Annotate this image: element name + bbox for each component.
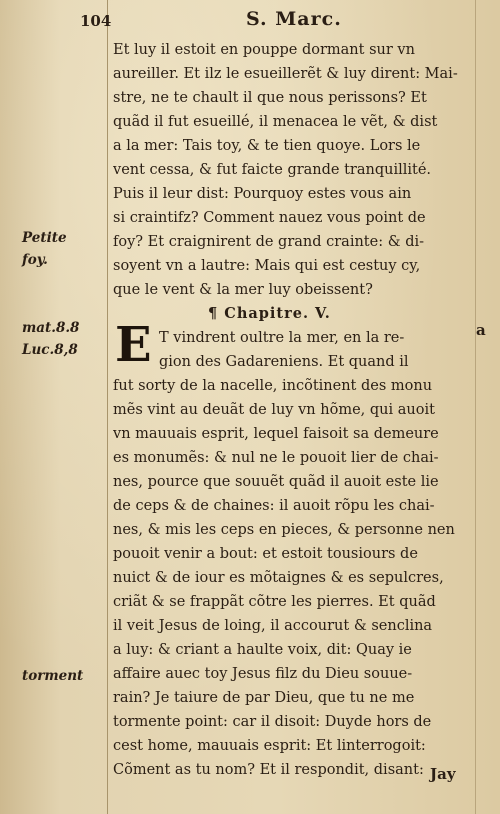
text-line: quãd il fut esueillé, il menacea le vẽt, & dist — [113, 114, 438, 130]
text-line: soyent vn a lautre: Mais qui est cestuy cy, — [113, 258, 421, 274]
text-line: fut sorty de la nacelle, incõtinent des monu — [113, 378, 433, 394]
page-number: 104 — [80, 12, 112, 30]
right-margin-rule — [475, 0, 476, 814]
text-line: mẽs vint au deuãt de luy vn hõme, qui auoit — [113, 402, 435, 418]
margin-note: Petite — [22, 230, 67, 246]
text-line: que le vent & la mer luy obeissent? — [113, 282, 373, 298]
text-line: vent cessa, & fut faicte grande tranquillité. — [113, 162, 432, 178]
text-line: Puis il leur dist: Pourquoy estes vous ain — [113, 186, 412, 202]
running-head: S. Marc. — [246, 8, 342, 30]
text-line: a luy: & criant a haulte voix, dit: Quay ie — [113, 642, 412, 658]
margin-note: Luc.8,8 — [22, 342, 78, 358]
text-line: rain? Je taiure de par Dieu, que tu ne me — [113, 690, 415, 706]
text-line: il veit Jesus de loing, il accourut & senclina — [113, 618, 433, 634]
text-line: gion des Gadareniens. Et quand il — [159, 354, 409, 370]
text-line: Et luy il estoit en pouppe dormant sur vn — [113, 42, 415, 58]
text-line: de ceps & de chaines: il auoit rõpu les chai- — [113, 498, 435, 514]
margin-section-letter: a — [476, 321, 486, 339]
text-line: affaire auec toy Jesus filz du Dieu souue- — [113, 666, 413, 682]
text-line: foy? Et craignirent de grand crainte: & di- — [113, 234, 425, 250]
text-line: si craintifz? Comment nauez vous point de — [113, 210, 426, 226]
margin-note: foy. — [22, 252, 48, 268]
text-line: stre, ne te chault il que nous perissons? Et — [113, 90, 427, 106]
text-line: T vindrent oultre la mer, en la re- — [159, 330, 405, 346]
page-header — [70, 4, 480, 32]
chapter-heading: ¶ Chapitre. V. — [208, 305, 331, 322]
text-line: a la mer: Tais toy, & te tien quoye. Lors le — [113, 138, 421, 154]
text-line: pouoit venir a bout: et estoit tousiours de — [113, 546, 418, 562]
text-line: Cõment as tu nom? Et il respondit, disant: — [113, 762, 424, 778]
text-line: nuict & de iour es mõtaignes & es sepulcres, — [113, 570, 444, 586]
text-line: vn mauuais esprit, lequel faisoit sa demeure — [113, 426, 439, 442]
text-line: nes, pource que souuẽt quãd il auoit este lie — [113, 474, 439, 490]
text-line: es monumẽs: & nul ne le pouoit lier de chai- — [113, 450, 439, 466]
catchword: Jay — [430, 765, 456, 783]
margin-note: torment — [22, 668, 84, 684]
text-line: aureiller. Et ilz le esueillerẽt & luy dirent: Mai- — [113, 66, 458, 82]
text-line: nes, & mis les ceps en pieces, & personne nen — [113, 522, 455, 538]
margin-note: mat.8.8 — [22, 320, 80, 336]
text-line: cest home, mauuais esprit: Et linterrogoit: — [113, 738, 426, 754]
text-line: criãt & se frappãt cõtre les pierres. Et quãd — [113, 594, 436, 610]
left-margin-rule — [107, 0, 108, 814]
text-line: tormente point: car il disoit: Duyde hors de — [113, 714, 432, 730]
drop-cap-initial: E — [115, 317, 152, 373]
